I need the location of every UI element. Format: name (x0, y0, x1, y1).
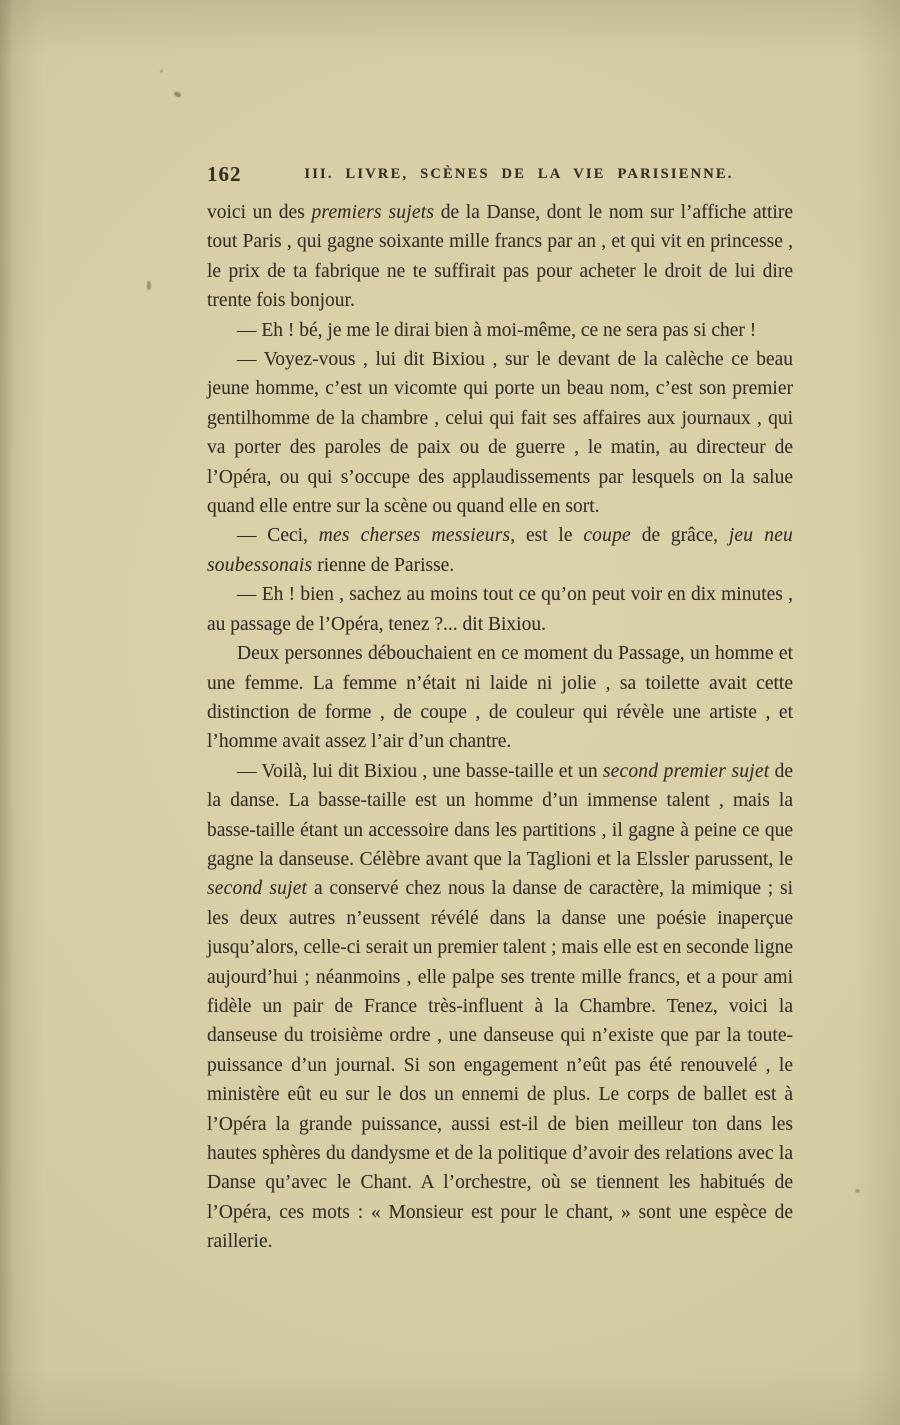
ink-speck (855, 1189, 860, 1193)
ink-speck (173, 91, 181, 98)
text-segment: voici un des (207, 202, 312, 223)
text-segment: a conservé chez nous la danse de caractère, la mimique ; si les deux autres n’eussent révélé dans la danse une poésie inaperçue jusqu’alors, celle-ci serait un premier talent ; mais elle est en seconde ligne aujourd’hui ; néanmoins , elle palpe ses trente mille francs, et a pour ami fidèle un pair de France très-influent à la Chambre. Tenez, voici la danseuse du troisième ordre , une danseuse qui n’existe que par la toute-puissance d’un journal. Si son engagement n’eût pas été renouvelé , le ministère eût eu sur le dos un ennemi de plus. Le corps de ballet est à l’Opéra la grande puissance, aussi est-il de bien meilleur ton dans les hautes sphères du dandysme et de la politique d’avoir des relations avec la Danse qu’avec le Chant. A l’orchestre, où se tiennent les habitués de l’Opéra, ces mots : « Monsieur est pour le chant, » sont une espèce de raillerie. (207, 878, 793, 1253)
paragraph (207, 757, 793, 1257)
scan-edge-shadow (0, 0, 14, 1425)
text-segment: de la danse. La basse-taille est un homme d’un immense talent , mais la basse-taille étant un accessoire dans les partitions , il gagne à peine ce que gagne la danseuse. Célèbre avant que la Taglioni et la Elssler parussent, le (207, 760, 793, 870)
text-segment: — Ceci, (237, 525, 319, 547)
text-segment: , est le (510, 525, 584, 547)
text-segment: de la Danse, dont le nom sur l’affiche attire tout Paris , qui gagne soixante mille francs par an , et qui vit en princesse , le prix de ta fabrique ne te suffirait pas pour acheter le droit de lui dire trente fois bonjour. (207, 202, 794, 312)
text-segment: de grâce, (630, 525, 729, 547)
page-number: 162 (207, 162, 242, 186)
italic-text-segment: coupe (583, 525, 631, 547)
text-block (207, 198, 793, 1257)
paragraph (207, 198, 793, 316)
running-title: III. LIVRE, SCÈNES DE LA VIE PARISIENNE. (304, 166, 734, 182)
text-segment: — Eh ! bé, je me le dirai bien à moi-même, ce ne sera pas si cher ! (237, 319, 757, 341)
ink-speck (160, 70, 163, 73)
italic-text-segment: jeu neu soubessonais (207, 525, 794, 576)
text-segment: — Voilà, lui dit Bixiou , une basse-taille et un (237, 760, 603, 782)
text-segment: — Eh ! bien , sachez au moins tout ce qu’on peut voir en dix minutes , au passage de l’Opéra, tenez ?... dit Bixiou. (207, 584, 793, 635)
text-segment: rienne de Parisse. (312, 554, 455, 576)
paragraph (207, 639, 793, 757)
text-segment: Deux personnes débouchaient en ce moment du Passage, un homme et une femme. La femme n’était ni laide ni jolie , sa toilette avait cette distinction de forme , de coupe , de couleur qui révèle une artiste , et l’homme avait assez l’air d’un chantre. (207, 643, 793, 753)
italic-text-segment: premiers sujets (311, 202, 435, 223)
italic-text-segment: second premier sujet (602, 760, 770, 782)
text-segment: — Voyez-vous , lui dit Bixiou , sur le devant de la calèche ce beau jeune homme, c’est un vicomte qui porte un beau nom, c’est son premier gentilhomme de la chambre , celui qui fait ses affaires aux journaux , qui va porter des paroles de paix ou de guerre , le matin, au directeur de l’Opéra, ou qui s’occupe des applaudissements par lesquels on la salue quand elle entre sur la scène ou quand elle en sort. (207, 349, 793, 518)
paragraph (207, 580, 793, 639)
paragraph (207, 316, 793, 345)
ink-speck (147, 281, 151, 290)
page-header (207, 160, 793, 190)
italic-text-segment: second sujet (207, 878, 308, 900)
paragraph (207, 521, 793, 580)
paragraph (207, 345, 793, 521)
italic-text-segment: mes cherses messieurs (318, 525, 511, 547)
page-content (207, 160, 793, 1257)
